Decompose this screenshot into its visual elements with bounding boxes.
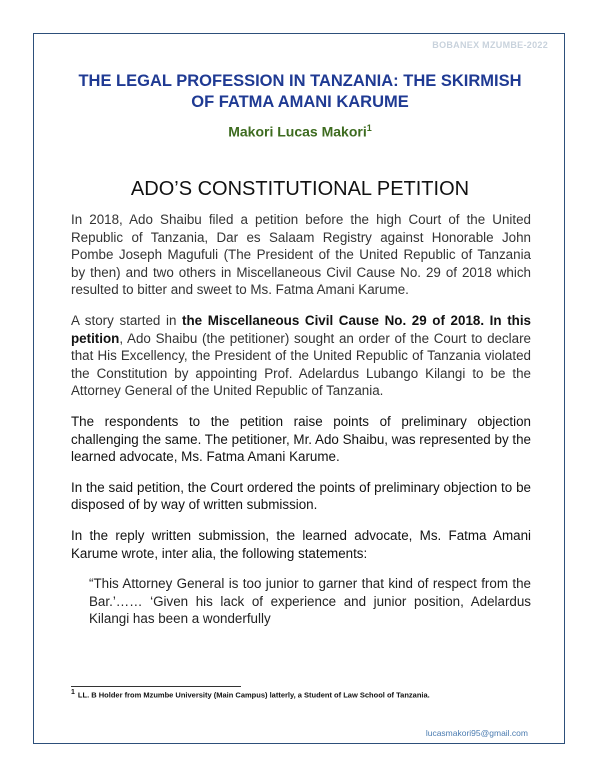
footnote (71, 689, 531, 700)
paragraph-2-end: , Ado Shaibu (the petitioner) sought an order of the Court to declare that His Excellency, the President of the United Republic of Tanzania violated the Constitution by appointing Prof. Adelardus Lubango Kilangi to be the Attorney General of the United Republic of Tanzania. (71, 330, 531, 399)
paragraph-2 (71, 312, 531, 400)
footnote-divider (71, 686, 241, 687)
document-body (71, 211, 531, 628)
title-line-1: THE LEGAL PROFESSION IN TANZANIA: THE SKIRMISH (78, 72, 522, 90)
title-line-2: OF FATMA AMANI KARUME (191, 93, 409, 111)
footer-email[interactable]: lucasmakori95@gmail.com (425, 728, 528, 738)
author-footnote-marker[interactable]: 1 (366, 123, 372, 133)
block-quote: “This Attorney General is too junior to garner that kind of respect from the Bar.’…… ‘Given his lack of experience and junior position, Adelardus Kilangi has been a wonderfully (89, 576, 531, 627)
paragraph-4: In the said petition, the Court ordered the points of preliminary objection to be disposed of by way of written submission. (71, 479, 531, 513)
section-heading: ADO’S CONSTITUTIONAL PETITION (130, 178, 470, 200)
paragraph-3: The respondents to the petition raise points of preliminary objection challenging the same. The petitioner, Mr. Ado Shaibu, was represented by the learned advocate, Ms. Fatma Amani Karume. (71, 413, 531, 465)
author-name: Makori Lucas Makori (228, 123, 367, 140)
paragraph-5: In the reply written submission, the learned advocate, Ms. Fatma Amani Karume wrote, inter alia, the following statements: (71, 527, 531, 561)
footnote-marker: 1 (71, 689, 75, 696)
header-tag: BOBANEX MZUMBE-2022 (432, 40, 548, 50)
document-title (60, 71, 540, 113)
footnote-text: LL. B Holder from Mzumbe University (Main Campus) latterly, a Student of Law School of Tanzania. (77, 690, 430, 700)
paragraph-1: In 2018, Ado Shaibu filed a petition before the high Court of the United Republic of Tanzania, Dar es Salaam Registry against Honorable John Pombe Joseph Magufuli (The President of the United Republic of Tanzania by then) and two others in Miscellaneous Civil Cause No. 29 of 2018 which resulted to bitter and sweet to Ms. Fatma Amani Karume. (71, 212, 531, 298)
paragraph-2-start: A story started in (71, 312, 183, 328)
paragraph-2-bold: the Miscellaneous Civil Cause No. 29 of 2018. In this petition (71, 312, 532, 346)
author-line (60, 123, 540, 140)
